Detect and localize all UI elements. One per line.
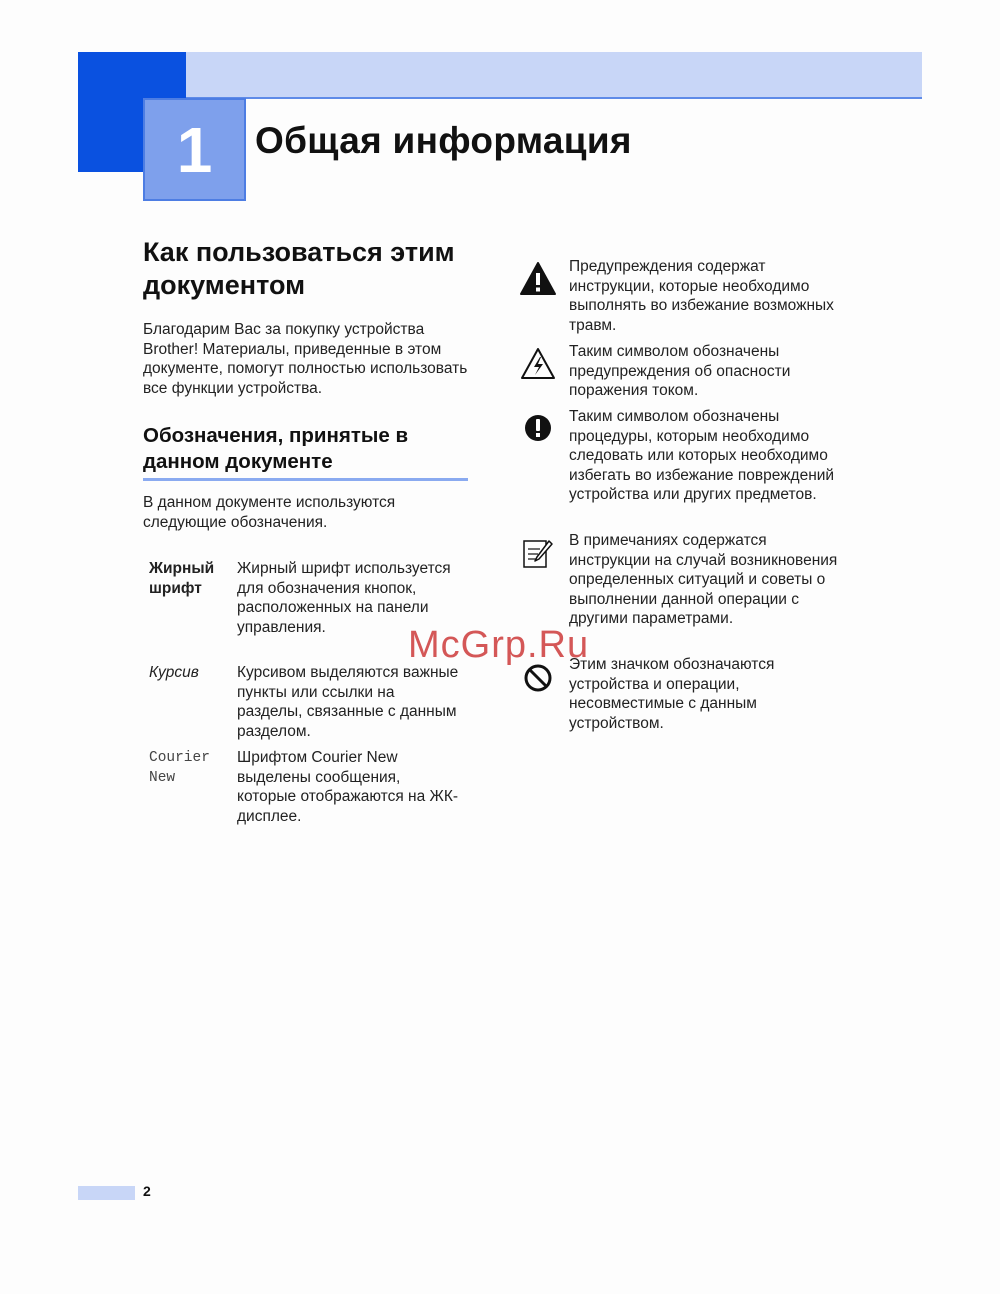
- header-rule: [186, 97, 922, 99]
- symbol-text-prohibited: Этим значком обозначаются устройства и операции, несовместимые с данным устройством.: [569, 656, 775, 732]
- chapter-title: Общая информация: [255, 120, 632, 161]
- symbol-text-electrical: Таким символом обозначены предупреждения об опасности поражения током.: [569, 343, 791, 400]
- symbol-text-warning: Предупреждения содержат инструкции, которые необходимо выполнять во избежание возможных травм.: [569, 258, 834, 334]
- chapter-number-box: [143, 98, 246, 201]
- note-icon: [519, 535, 557, 573]
- watermark: McGrp.Ru: [408, 624, 590, 666]
- important-icon: [519, 410, 557, 448]
- footer-bar: [78, 1186, 135, 1200]
- warning-icon: [519, 260, 557, 298]
- symbol-text-important: Таким символом обозначены процедуры, которым необходимо следовать или которых необходимо избегать во избежание повреждений устройства или других предметов.: [569, 408, 835, 504]
- page-number: 2: [143, 1183, 151, 1199]
- convention-desc-bold: Жирный шрифт используется для обозначения кнопок, расположенных на панели управления.: [237, 560, 451, 636]
- symbol-text-note: В примечаниях содержатся инструкции на случай возникновения определенных ситуаций и советы о выполнении данной операции с другими параметрами.: [569, 532, 838, 628]
- conventions-title-rule: [143, 478, 468, 481]
- convention-desc-courier: Шрифтом Courier New выделены сообщения, которые отображаются на ЖК-дисплее.: [237, 749, 459, 825]
- chapter-number: 1: [176, 113, 213, 186]
- conventions-intro: В данном документе используются следующие обозначения.: [143, 494, 396, 531]
- section-intro: Благодарим Вас за покупку устройства Brother! Материалы, приведенные в этом документе, помогут полностью использовать все функции устройства.: [143, 321, 468, 397]
- section-title: Как пользоваться этим документом: [143, 237, 455, 300]
- convention-term-italic: Курсив: [149, 664, 199, 681]
- header-light-band: [186, 52, 922, 98]
- electrical-hazard-icon: [519, 345, 557, 383]
- convention-desc-italic: Курсивом выделяются важные пункты или ссылки на разделы, связанные с данным разделом.: [237, 664, 459, 740]
- convention-term-courier: Courier New: [149, 750, 210, 786]
- conventions-title: Обозначения, принятые в данном документе: [143, 424, 409, 473]
- convention-term-bold: Жирный шрифт: [149, 560, 215, 597]
